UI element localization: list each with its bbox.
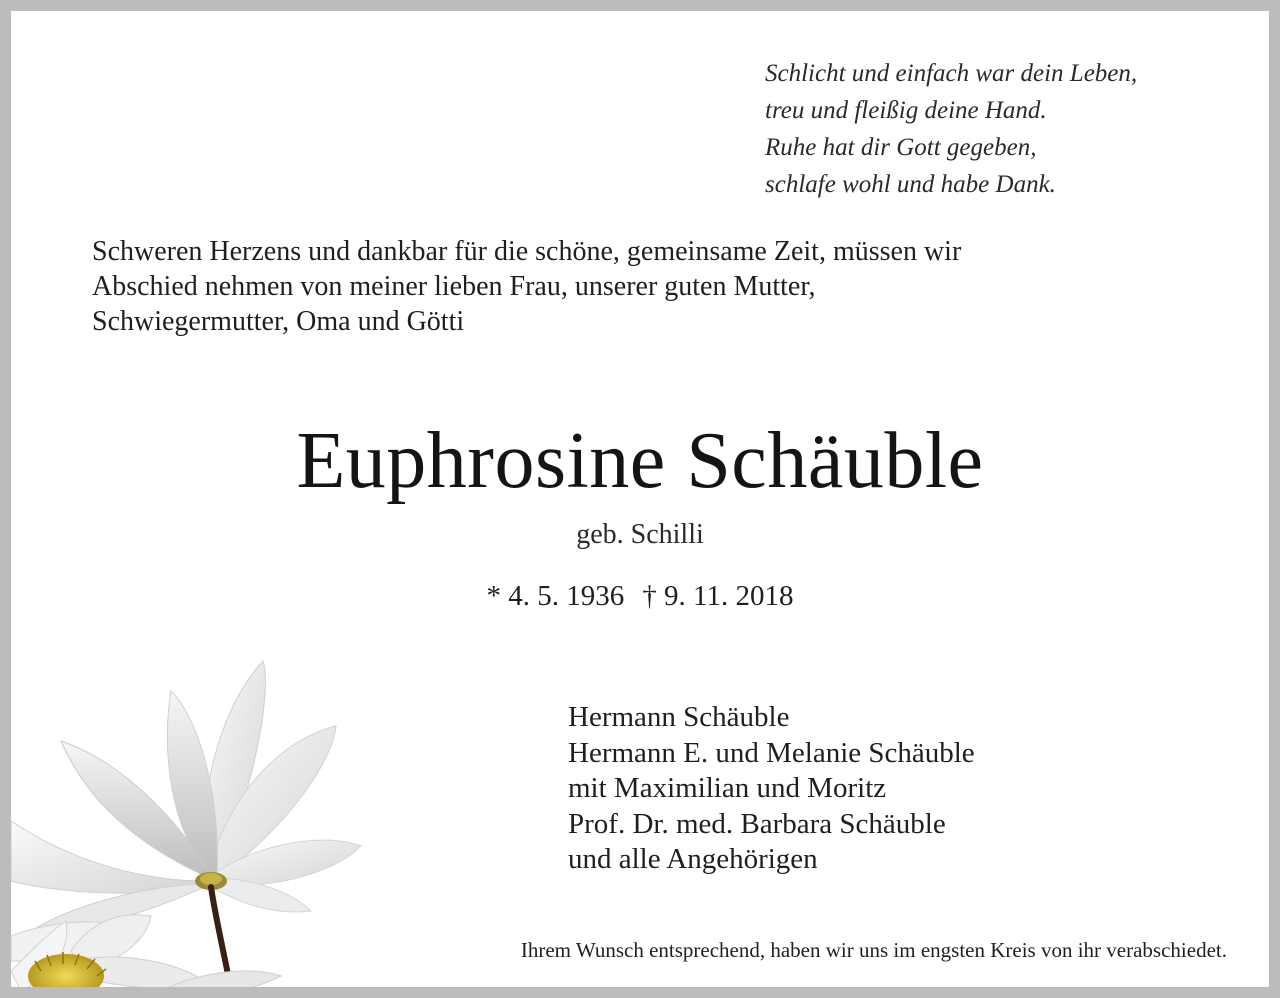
- intro-text: [92, 234, 961, 339]
- poem-line: Ruhe hat dir Gott gegeben,: [765, 134, 1037, 161]
- birth-date: * 4. 5. 1936: [486, 580, 625, 612]
- life-dates: [11, 576, 1269, 616]
- mourner-line: Hermann E. und Melanie Schäuble: [568, 736, 975, 769]
- mourner-line: mit Maximilian und Moritz: [568, 772, 887, 804]
- poem-line: Schlicht und einfach war dein Leben,: [765, 60, 1138, 87]
- intro-line: Schweren Herzens und dankbar für die schöne, gemeinsame Zeit, müssen wir: [92, 236, 962, 267]
- deceased-name: Euphrosine Schäuble: [296, 417, 984, 505]
- death-date: † 9. 11. 2018: [642, 580, 794, 612]
- intro-line: Schwiegermutter, Oma und Götti: [92, 306, 465, 337]
- mourner-line: Prof. Dr. med. Barbara Schäuble: [568, 807, 946, 840]
- poem-line: treu und fleißig deine Hand.: [765, 97, 1047, 124]
- poem-line: schlafe wohl und habe Dank.: [765, 171, 1056, 198]
- mourner-line: Hermann Schäuble: [568, 701, 790, 733]
- farewell-note: Ihrem Wunsch entsprechend, haben wir uns im engsten Kreis von ihr verabschiedet.: [520, 938, 1227, 962]
- mourner-line: und alle Angehörigen: [568, 843, 818, 875]
- poem-verse: [765, 55, 1137, 203]
- white-anemone-flower-icon: [11, 631, 371, 998]
- mourners-list: [568, 700, 975, 878]
- maiden-name: geb. Schilli: [576, 519, 704, 550]
- intro-line: Abschied nehmen von meiner lieben Frau, unserer guten Mutter,: [92, 271, 816, 302]
